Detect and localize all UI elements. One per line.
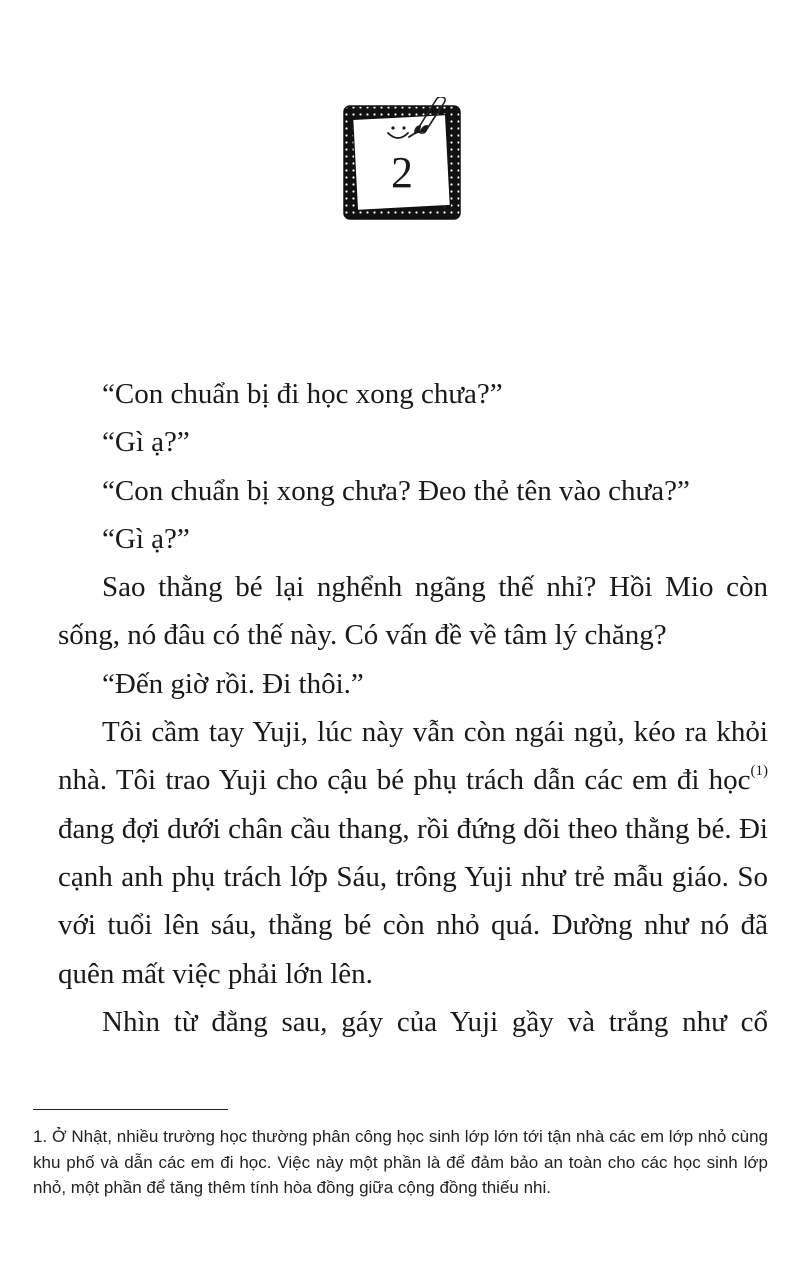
body-text — [58, 370, 768, 1046]
paragraph: Nhìn từ đằng sau, gáy của Yuji gầy và trắng như cổ — [102, 1005, 768, 1038]
paragraph: “Gì ạ?” — [102, 522, 190, 555]
paragraph — [58, 708, 768, 805]
paragraph: Sao thằng bé lại nghểnh ngãng thế nhỉ? Hồi Mio còn sống, nó đâu có thế này. Có vấn đề về tâm lý chăng? — [58, 571, 768, 652]
footnote-divider — [33, 1109, 228, 1110]
footnote: 1. Ở Nhật, nhiều trường học thường phân công học sinh lớp lớn tới tận nhà các em lớp nhỏ cùng khu phố và dẫn các em đi học. Việc này một phần là để đảm bảo an toàn cho các học sinh lớp nhỏ, một phần để tăng thêm tính hòa đồng giữa cộng đồng thiếu nhi. — [33, 1127, 768, 1197]
paragraph: “Con chuẩn bị đi học xong chưa?” — [102, 378, 503, 410]
paragraph-text: Tôi cầm tay Yuji, lúc này vẫn còn ngái ngủ, kéo ra khỏi nhà. Tôi trao Yuji cho cậu bé phụ trách dẫn các em đi học — [58, 716, 768, 797]
chapter-badge — [343, 97, 461, 221]
paragraph: “Đến giờ rồi. Đi thôi.” — [102, 667, 364, 700]
paragraph: “Con chuẩn bị xong chưa? Đeo thẻ tên vào chưa?” — [102, 474, 690, 507]
chapter-number: 2 — [391, 148, 413, 197]
paragraph: đang đợi dưới chân cầu thang, rồi đứng dõi theo thằng bé. Đi cạnh anh phụ trách lớp Sáu, trông Yuji như trẻ mẫu giáo. So với tuổi lên sáu, thằng bé còn nhỏ quá. Dường như nó đã quên mất việc phải lớn lên. — [58, 812, 768, 990]
footnote-reference[interactable]: (1) — [750, 763, 768, 780]
paragraph: “Gì ạ?” — [102, 426, 190, 459]
